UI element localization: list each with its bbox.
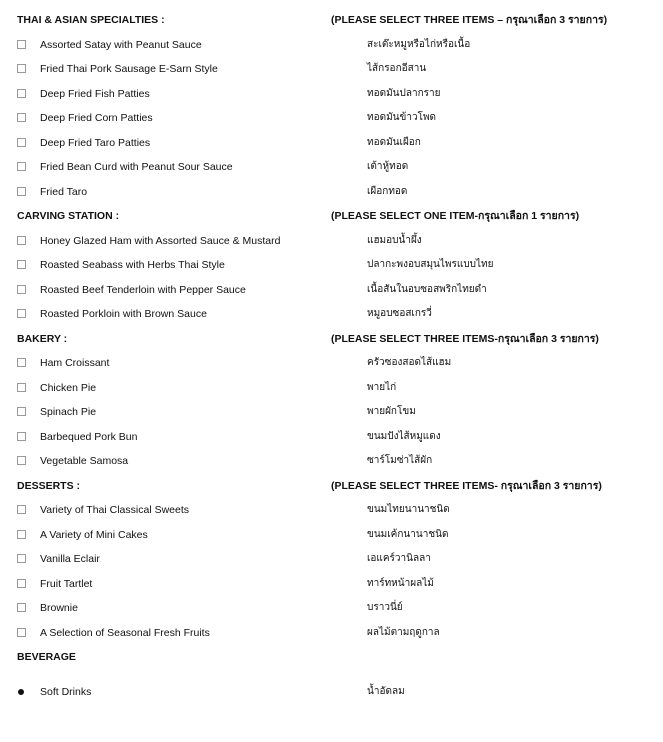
menu-item-row[interactable] xyxy=(0,596,663,621)
section-header-carving-station xyxy=(0,204,663,229)
menu-item-row[interactable] xyxy=(0,351,663,376)
item-name-th: ทอดมันปลากราย xyxy=(367,87,441,99)
item-name-th: เอแคร์วานิลลา xyxy=(367,553,431,564)
item-name-en: Spinach Pie xyxy=(40,406,97,418)
item-name-th: ปลากะพงอบสมุนไพรแบบไทย xyxy=(367,259,494,270)
menu-item-row[interactable] xyxy=(0,106,663,131)
item-name-th: เนื้อสันในอบซอสพริกไทยดำ xyxy=(367,283,487,295)
checkbox[interactable] xyxy=(17,407,26,416)
section-title: CARVING STATION : xyxy=(17,210,120,222)
menu-item-row[interactable] xyxy=(0,449,663,474)
checkbox[interactable] xyxy=(17,579,26,588)
item-name-en: Soft Drinks xyxy=(40,685,92,698)
section-title: BAKERY : xyxy=(17,332,68,345)
menu-item-row[interactable] xyxy=(0,523,663,548)
item-name-en: Deep Fried Corn Patties xyxy=(40,112,153,124)
item-name-th: หมูอบซอสเกรวี่ xyxy=(367,308,432,319)
item-name-en: Roasted Porkloin with Brown Sauce xyxy=(40,308,207,320)
menu-item-row[interactable] xyxy=(0,33,663,58)
section-title: BEVERAGE xyxy=(17,651,76,663)
item-name-en: A Selection of Seasonal Fresh Fruits xyxy=(40,626,210,639)
item-name-en: Chicken Pie xyxy=(40,381,97,394)
item-name-en: Fried Taro xyxy=(40,185,88,198)
checkbox[interactable] xyxy=(17,64,26,73)
item-name-en: Fried Bean Curd with Peanut Sour Sauce xyxy=(40,161,233,173)
item-name-th: พายไก่ xyxy=(367,381,397,393)
item-name-en: A Variety of Mini Cakes xyxy=(40,528,148,541)
checkbox[interactable] xyxy=(17,187,26,196)
item-name-en: Fried Thai Pork Sausage E-Sarn Style xyxy=(40,63,218,75)
item-name-en: Roasted Seabass with Herbs Thai Style xyxy=(40,259,225,271)
menu-item-row[interactable] xyxy=(0,498,663,523)
checkbox[interactable] xyxy=(17,505,26,514)
menu-item-row[interactable] xyxy=(0,376,663,401)
checkbox[interactable] xyxy=(17,236,26,245)
menu-item-row[interactable] xyxy=(0,131,663,156)
menu-item-row[interactable] xyxy=(0,400,663,425)
item-name-th: น้ำอัดลม xyxy=(367,685,405,697)
section-instruction: (PLEASE SELECT THREE ITEMS – กรุณาเลือก 3 รายการ) xyxy=(331,14,608,26)
item-name-th: ทาร์ทหน้าผลไม้ xyxy=(367,577,434,589)
item-name-th: สะเต๊ะหมูหรือไก่หรือเนื้อ xyxy=(367,38,471,50)
checkbox[interactable] xyxy=(17,358,26,367)
checkbox[interactable] xyxy=(17,285,26,294)
item-name-th: ขนมปังไส้หมูแดง xyxy=(367,430,441,442)
menu-item-row[interactable] xyxy=(0,82,663,107)
item-name-en: Fruit Tartlet xyxy=(40,577,93,590)
item-name-en: Honey Glazed Ham with Assorted Sauce & Mustard xyxy=(40,234,281,247)
item-name-th: บราวนี่ย์ xyxy=(367,602,403,613)
item-name-th: ขนมเค้กนานาชนิด xyxy=(367,528,449,540)
item-name-en: Barbequed Pork Bun xyxy=(40,430,138,443)
item-name-en: Vegetable Samosa xyxy=(40,455,129,467)
item-name-th: เต้าหู้ทอด xyxy=(367,161,409,172)
checkbox[interactable] xyxy=(17,554,26,563)
item-name-th: ครัวซองสอดไส้แฮม xyxy=(367,357,452,368)
section-instruction: (PLEASE SELECT ONE ITEM-กรุณาเลือก 1 รายการ) xyxy=(331,210,580,222)
menu-item-row[interactable] xyxy=(0,57,663,82)
checkbox[interactable] xyxy=(17,89,26,98)
item-name-en: Roasted Beef Tenderloin with Pepper Sauce xyxy=(40,283,246,296)
checkbox[interactable] xyxy=(17,383,26,392)
checkbox[interactable] xyxy=(17,162,26,171)
menu-item-row[interactable] xyxy=(0,572,663,597)
menu-item-row[interactable] xyxy=(0,302,663,327)
item-name-en: Assorted Satay with Peanut Sauce xyxy=(40,38,202,51)
section-header-beverage xyxy=(0,645,663,670)
item-name-th: เผือกทอด xyxy=(367,185,408,197)
spacer xyxy=(0,670,663,680)
section-header-bakery xyxy=(0,327,663,352)
checkbox[interactable] xyxy=(17,260,26,269)
section-title: THAI & ASIAN SPECIALTIES : xyxy=(17,14,165,26)
checkbox[interactable] xyxy=(17,113,26,122)
checkbox[interactable] xyxy=(17,603,26,612)
checkbox[interactable] xyxy=(17,138,26,147)
item-name-th: ทอดมันเผือก xyxy=(367,136,421,148)
item-name-th: ขนมไทยนานาชนิด xyxy=(367,504,450,515)
item-name-th: พายผักโขม xyxy=(367,406,416,417)
item-name-en: Ham Croissant xyxy=(40,357,110,369)
item-name-th: ทอดมันข้าวโพด xyxy=(367,112,437,123)
checkbox[interactable] xyxy=(17,309,26,318)
section-title: DESSERTS : xyxy=(17,479,81,492)
menu-item-row[interactable] xyxy=(0,278,663,303)
item-name-th: ไส้กรอกอีสาน xyxy=(367,63,427,74)
section-instruction: (PLEASE SELECT THREE ITEMS- กรุณาเลือก 3 รายการ) xyxy=(331,479,602,492)
item-name-th: แฮมอบน้ำผึ้ง xyxy=(367,234,422,246)
menu-item-row[interactable] xyxy=(0,155,663,180)
menu-item-row[interactable] xyxy=(0,621,663,646)
item-name-th: ผลไม้ตามฤดูกาล xyxy=(367,626,440,638)
menu-item-row[interactable] xyxy=(0,180,663,205)
item-name-en: Brownie xyxy=(40,602,78,614)
bullet-icon xyxy=(18,689,24,695)
section-header-thai-asian xyxy=(0,8,663,33)
menu-item-row[interactable] xyxy=(0,425,663,450)
section-instruction: (PLEASE SELECT THREE ITEMS-กรุณาเลือก 3 รายการ) xyxy=(331,332,599,345)
menu-item-row[interactable] xyxy=(0,253,663,278)
menu-item-row xyxy=(0,680,663,705)
item-name-en: Variety of Thai Classical Sweets xyxy=(40,504,190,516)
checkbox[interactable] xyxy=(17,628,26,637)
item-name-en: Deep Fried Taro Patties xyxy=(40,136,151,149)
item-name-th: ซาร์โมซ่าไส้ผัก xyxy=(367,455,433,466)
checkbox[interactable] xyxy=(17,432,26,441)
checkbox[interactable] xyxy=(17,40,26,49)
menu-item-row[interactable] xyxy=(0,229,663,254)
item-name-en: Deep Fried Fish Patties xyxy=(40,87,150,100)
menu-item-row[interactable] xyxy=(0,547,663,572)
checkbox[interactable] xyxy=(17,530,26,539)
item-name-en: Vanilla Eclair xyxy=(40,553,100,565)
section-header-desserts xyxy=(0,474,663,499)
checkbox[interactable] xyxy=(17,456,26,465)
